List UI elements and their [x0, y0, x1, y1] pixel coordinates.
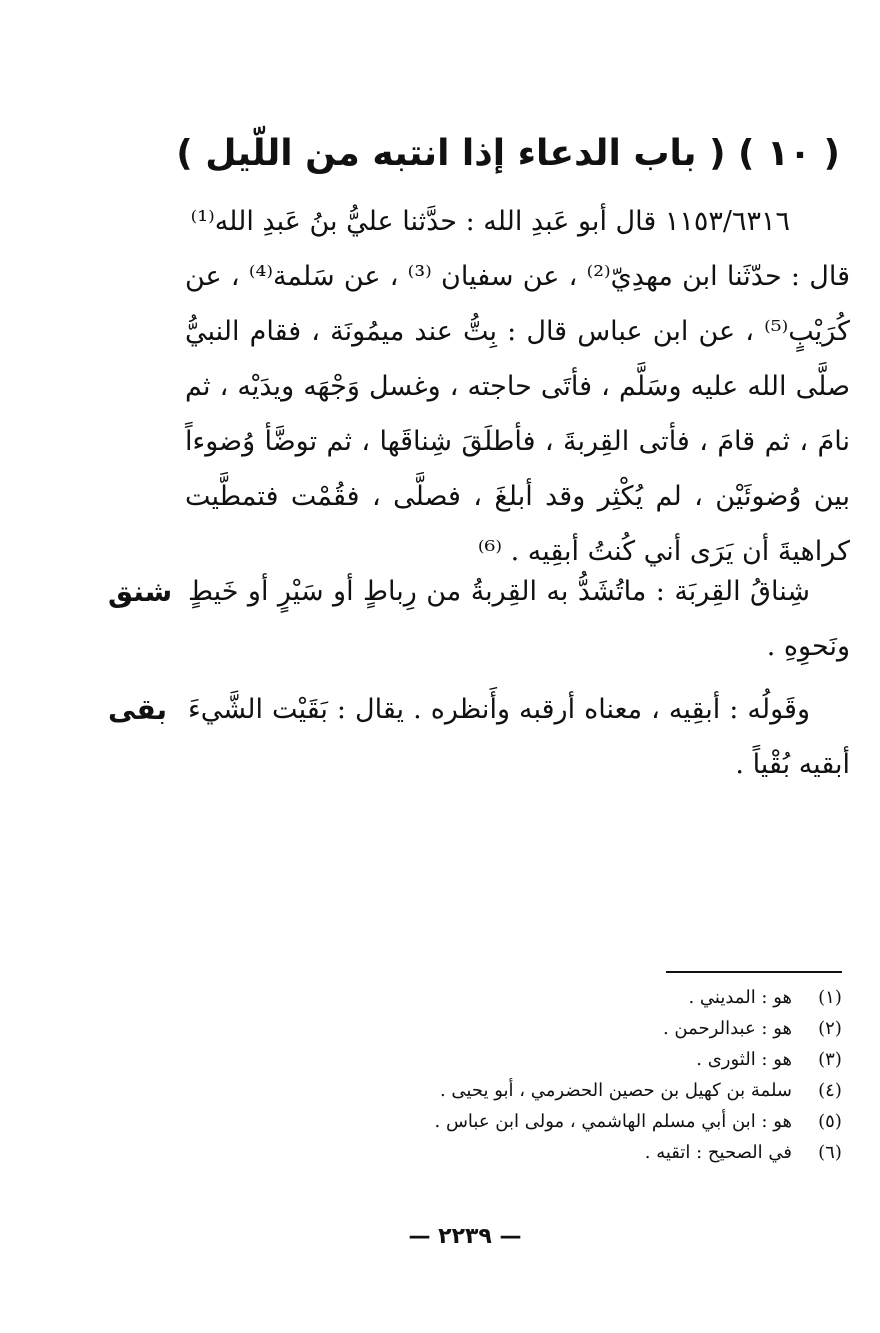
gloss-entry — [100, 564, 850, 674]
footnote-item — [330, 982, 860, 1013]
footnote-text: هو : عبدالرحمن . — [662, 1018, 792, 1039]
footnote-divider — [666, 971, 842, 973]
gloss-root-word: شنق — [108, 575, 173, 608]
gloss-root-word: بقى — [108, 693, 167, 726]
footnote-number: (٥) — [818, 1111, 842, 1132]
page-number: — ٢٢٣٩ — — [408, 1224, 522, 1249]
footnote-number: (٣) — [818, 1049, 842, 1070]
hadith-body: قال : حدّثَنا ابن مهدِيّ⁽²⁾ ، عن سفيان ⁽³⁾ ، عن سَلمة⁽⁴⁾ ، عن كُرَيْبٍ⁽⁵⁾ ، عن ابن عباس قال : بِتُّ عند ميمُونَة ، فقام النبيُّ صلَّى الله عليه وسَلَّم ، فأتَى حاجته ، وغسل وَجْهَه ويدَيْه ، ثم نامَ ، ثم قامَ ، فأتى القِربةَ ، فأطلَقَ شِناقَها ، ثم توضَّأ وُضوءاً بين وُضوئَيْن ، لم يُكْثِر وقد أبلغَ ، فصلَّى ، فقُمْت فتمطَّيت كراهيةَ أن يَرَى أني كُنتُ أبقِيه . ⁽⁶⁾ — [185, 261, 850, 567]
footnote-number: (١) — [818, 987, 842, 1008]
footnote-text: هو : الثورى . — [696, 1049, 792, 1070]
footnote-text: في الصحيح : اتقيه . — [644, 1142, 792, 1163]
footnote-item — [330, 1106, 860, 1137]
gloss-definition: شِناقُ القِربَة : ماتُشَدُّ به القِربةُ من رِباطٍ أو سَيْرٍ أو خَيطٍ ونَحوِهِ . — [188, 576, 850, 662]
footnote-text: هو : المديني . — [688, 987, 792, 1008]
chapter-title: ( ١٠ ) ( باب الدعاء إذا انتبه من اللّيل ) — [176, 133, 840, 174]
footnote-item — [330, 1013, 860, 1044]
footnote-item — [330, 1075, 860, 1106]
footnote-item — [330, 1137, 860, 1168]
footnotes-list — [330, 982, 860, 1168]
footnote-number: (٢) — [818, 1018, 842, 1039]
hadith-first-line: ١١٥٣/٦٣١٦ قال أبو عَبدِ الله : حدَّثنا عليُّ بنُ عَبدِ الله⁽¹⁾ — [190, 206, 790, 237]
gloss-entry — [100, 682, 850, 792]
footnote-item — [330, 1044, 860, 1075]
footnote-number: (٤) — [818, 1080, 842, 1101]
footnote-text: سلمة بن كهيل بن حصين الحضرمي ، أبو يحيى . — [439, 1080, 792, 1101]
footnote-number: (٦) — [818, 1142, 842, 1163]
hadith-text — [185, 194, 850, 579]
footnote-text: هو : ابن أبي مسلم الهاشمي ، مولى ابن عباس . — [434, 1111, 792, 1132]
gloss-definition: وقَولُه : أبقِيه ، معناه أرقبه وأَنظره . يقال : بَقَيْت الشَّيءَ أبقيه بُقْياً . — [188, 694, 850, 780]
